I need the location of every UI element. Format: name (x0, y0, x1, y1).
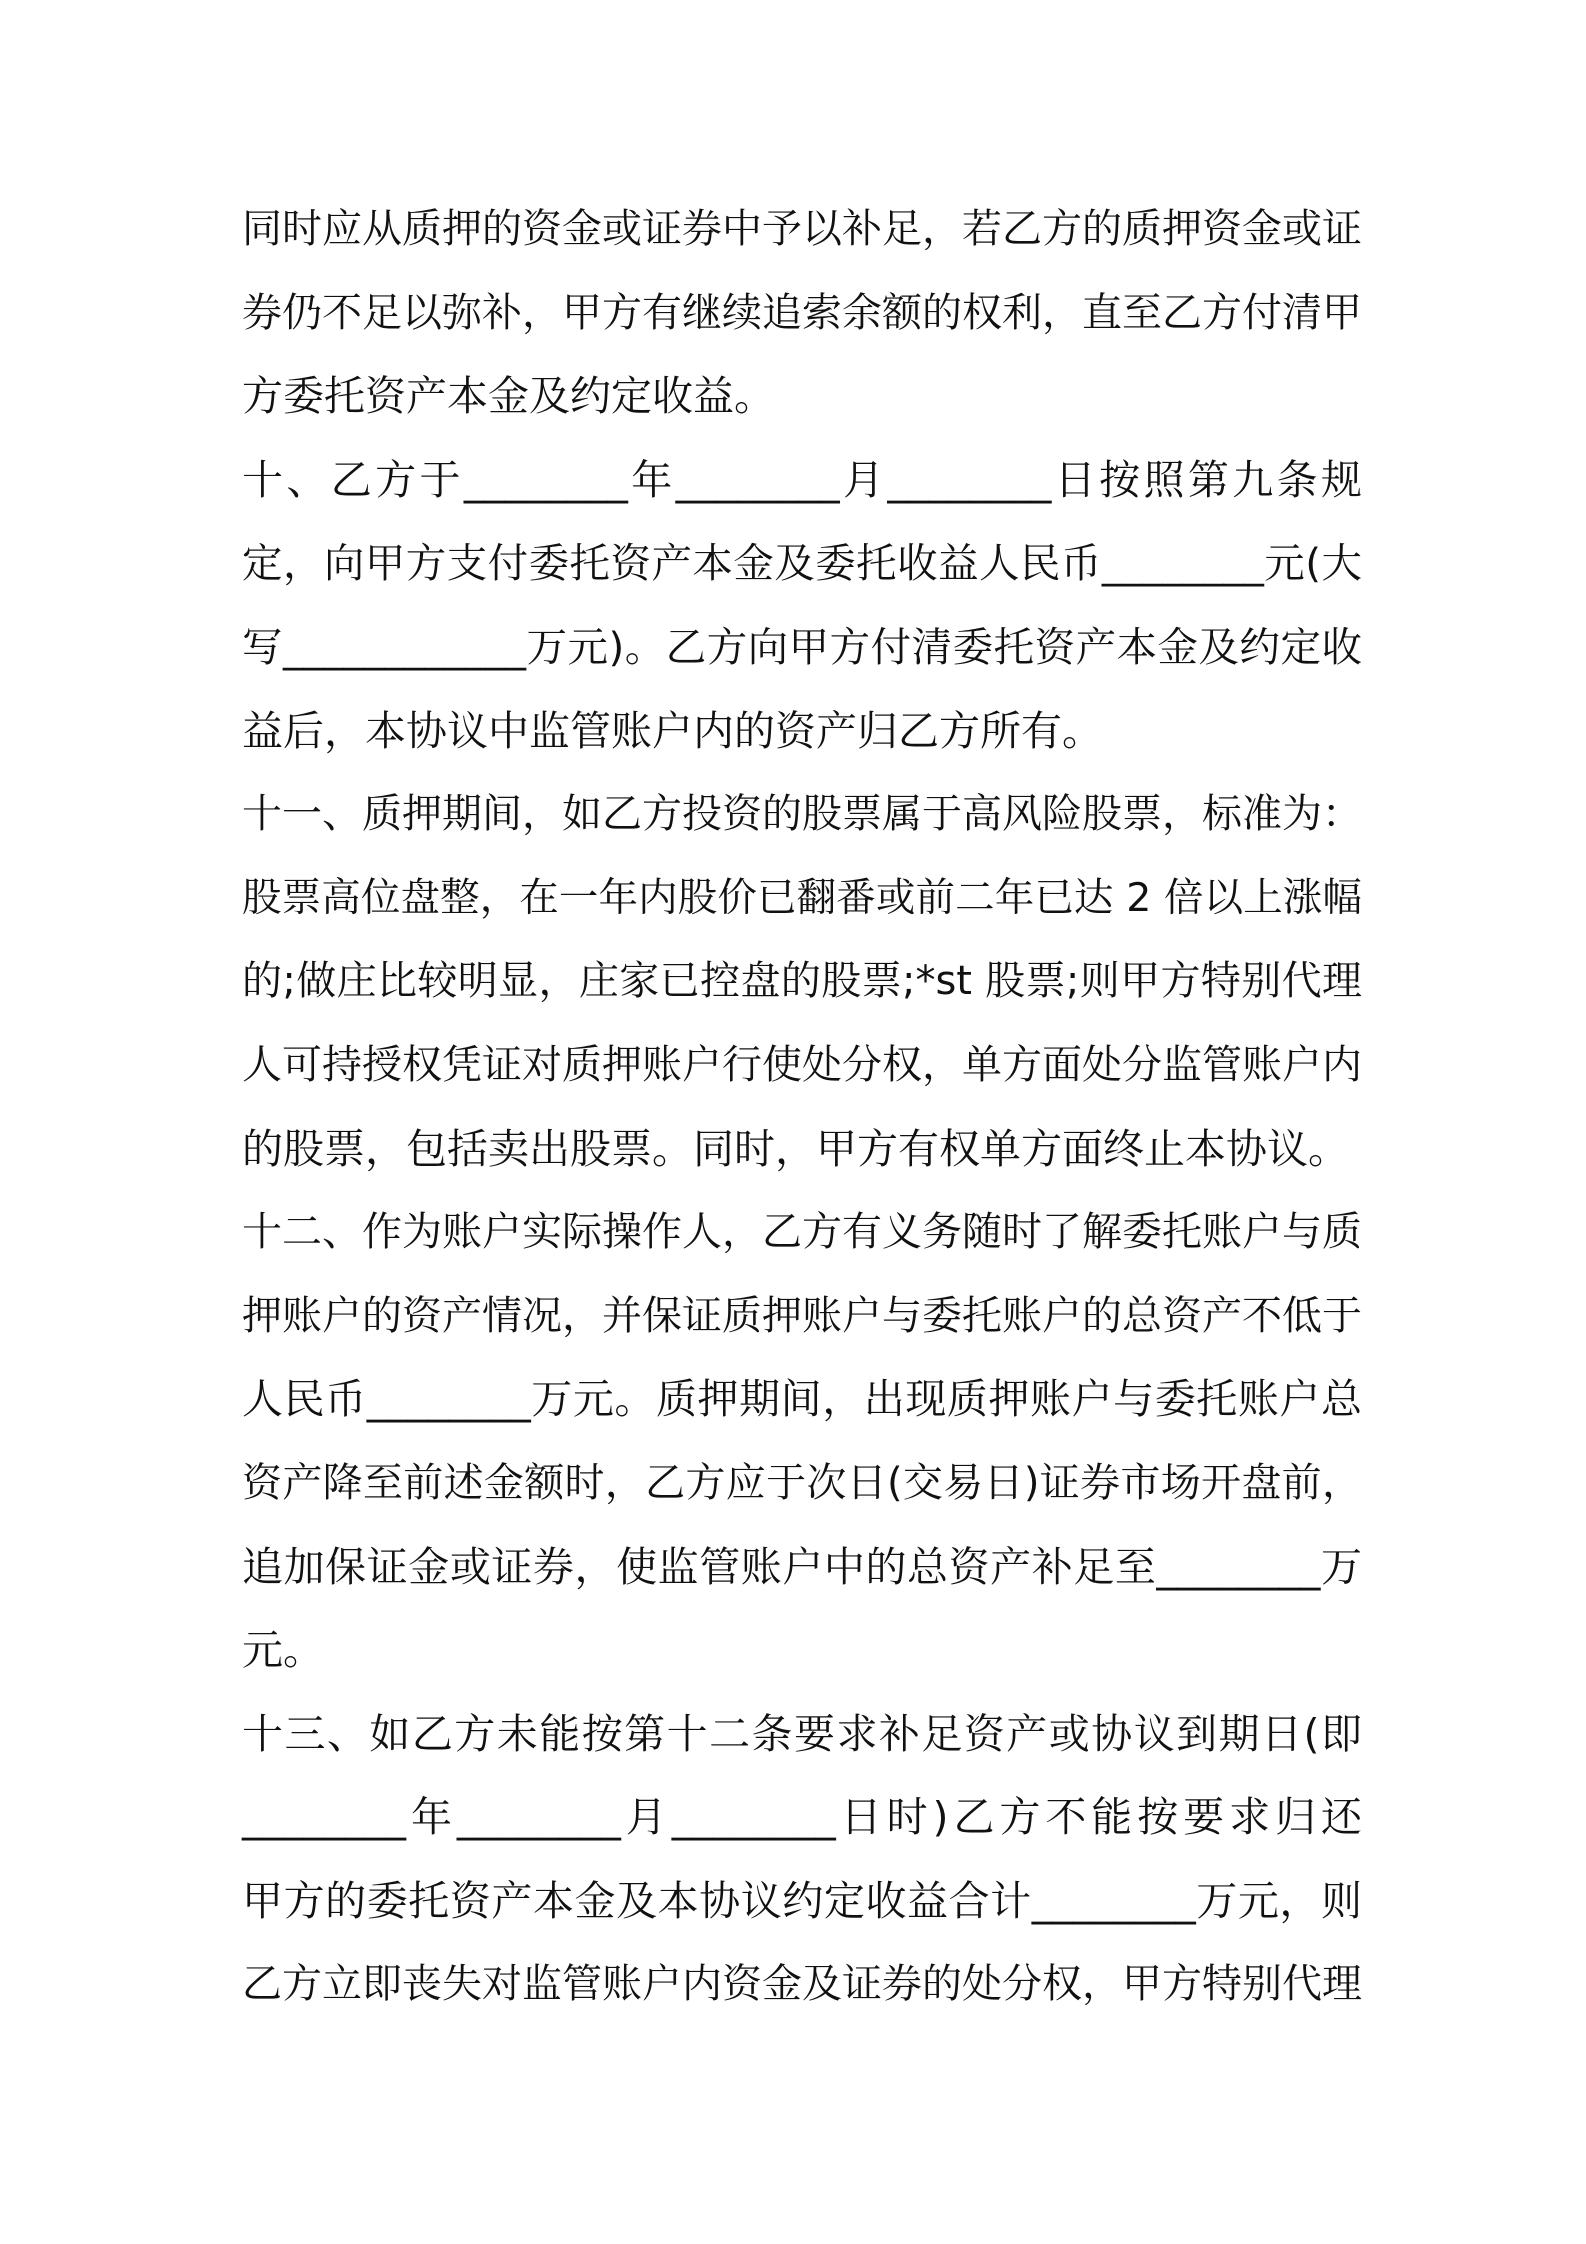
document-body (242, 188, 1362, 2027)
document-line: 十一、质押期间，如乙方投资的股票属于高风险股票，标准为： (242, 791, 1362, 838)
document-line: 的股票，包括卖出股票。同时，甲方有权单方面终止本协议。 (242, 1124, 1349, 1173)
document-line: 股票高位盘整，在一年内股价已翻番或前二年已达 2 倍以上涨幅 (242, 874, 1362, 921)
document-line: 十三、如乙方未能按第十二条要求补足资产或协议到期日(即 (242, 1709, 1362, 1758)
document-line: 方委托资产本金及约定收益。 (242, 372, 775, 421)
document-line: ________年________月________日时)乙方不能按要求归还 (242, 1793, 1362, 1842)
document-line: 乙方立即丧失对监管账户内资金及证券的处分权，甲方特别代理 (242, 1961, 1362, 2008)
document-line: 十、乙方于________年________月________日按照第九条规 (242, 455, 1362, 504)
document-line: 益后，本协议中监管账户内的资产归乙方所有。 (242, 706, 1103, 755)
document-line: 十二、作为账户实际操作人，乙方有义务随时了解委托账户与质 (242, 1209, 1362, 1256)
document-line: 同时应从质押的资金或证券中予以补足，若乙方的质押资金或证 (242, 206, 1362, 252)
document-line: 元。 (242, 1626, 324, 1675)
document-line: 追加保证金或证券，使监管账户中的总资产补足至________万 (242, 1542, 1362, 1591)
document-line: 押账户的资产情况，并保证质押账户与委托账户的总资产不低于 (242, 1292, 1362, 1339)
document-line: 人可持授权凭证对质押账户行使处分权，单方面处分监管账户内 (242, 1041, 1362, 1088)
document-line: 写____________万元)。乙方向甲方付清委托资产本金及约定收 (242, 622, 1362, 671)
document-line: 人民币________万元。质押期间，出现质押账户与委托账户总 (242, 1375, 1362, 1424)
document-line: 的;做庄比较明显，庄家已控盘的股票;*st 股票;则甲方特别代理 (242, 958, 1362, 1005)
document-line: 资产降至前述金额时，乙方应于次日(交易日)证券市场开盘前， (242, 1459, 1362, 1506)
document-line: 券仍不足以弥补，甲方有继续追索余额的权利，直至乙方付清甲 (242, 289, 1362, 336)
document-line: 甲方的委托资产本金及本协议约定收益合计________万元，则 (242, 1876, 1362, 1925)
document-line: 定，向甲方支付委托资产本金及委托收益人民币________元(大 (242, 539, 1362, 588)
